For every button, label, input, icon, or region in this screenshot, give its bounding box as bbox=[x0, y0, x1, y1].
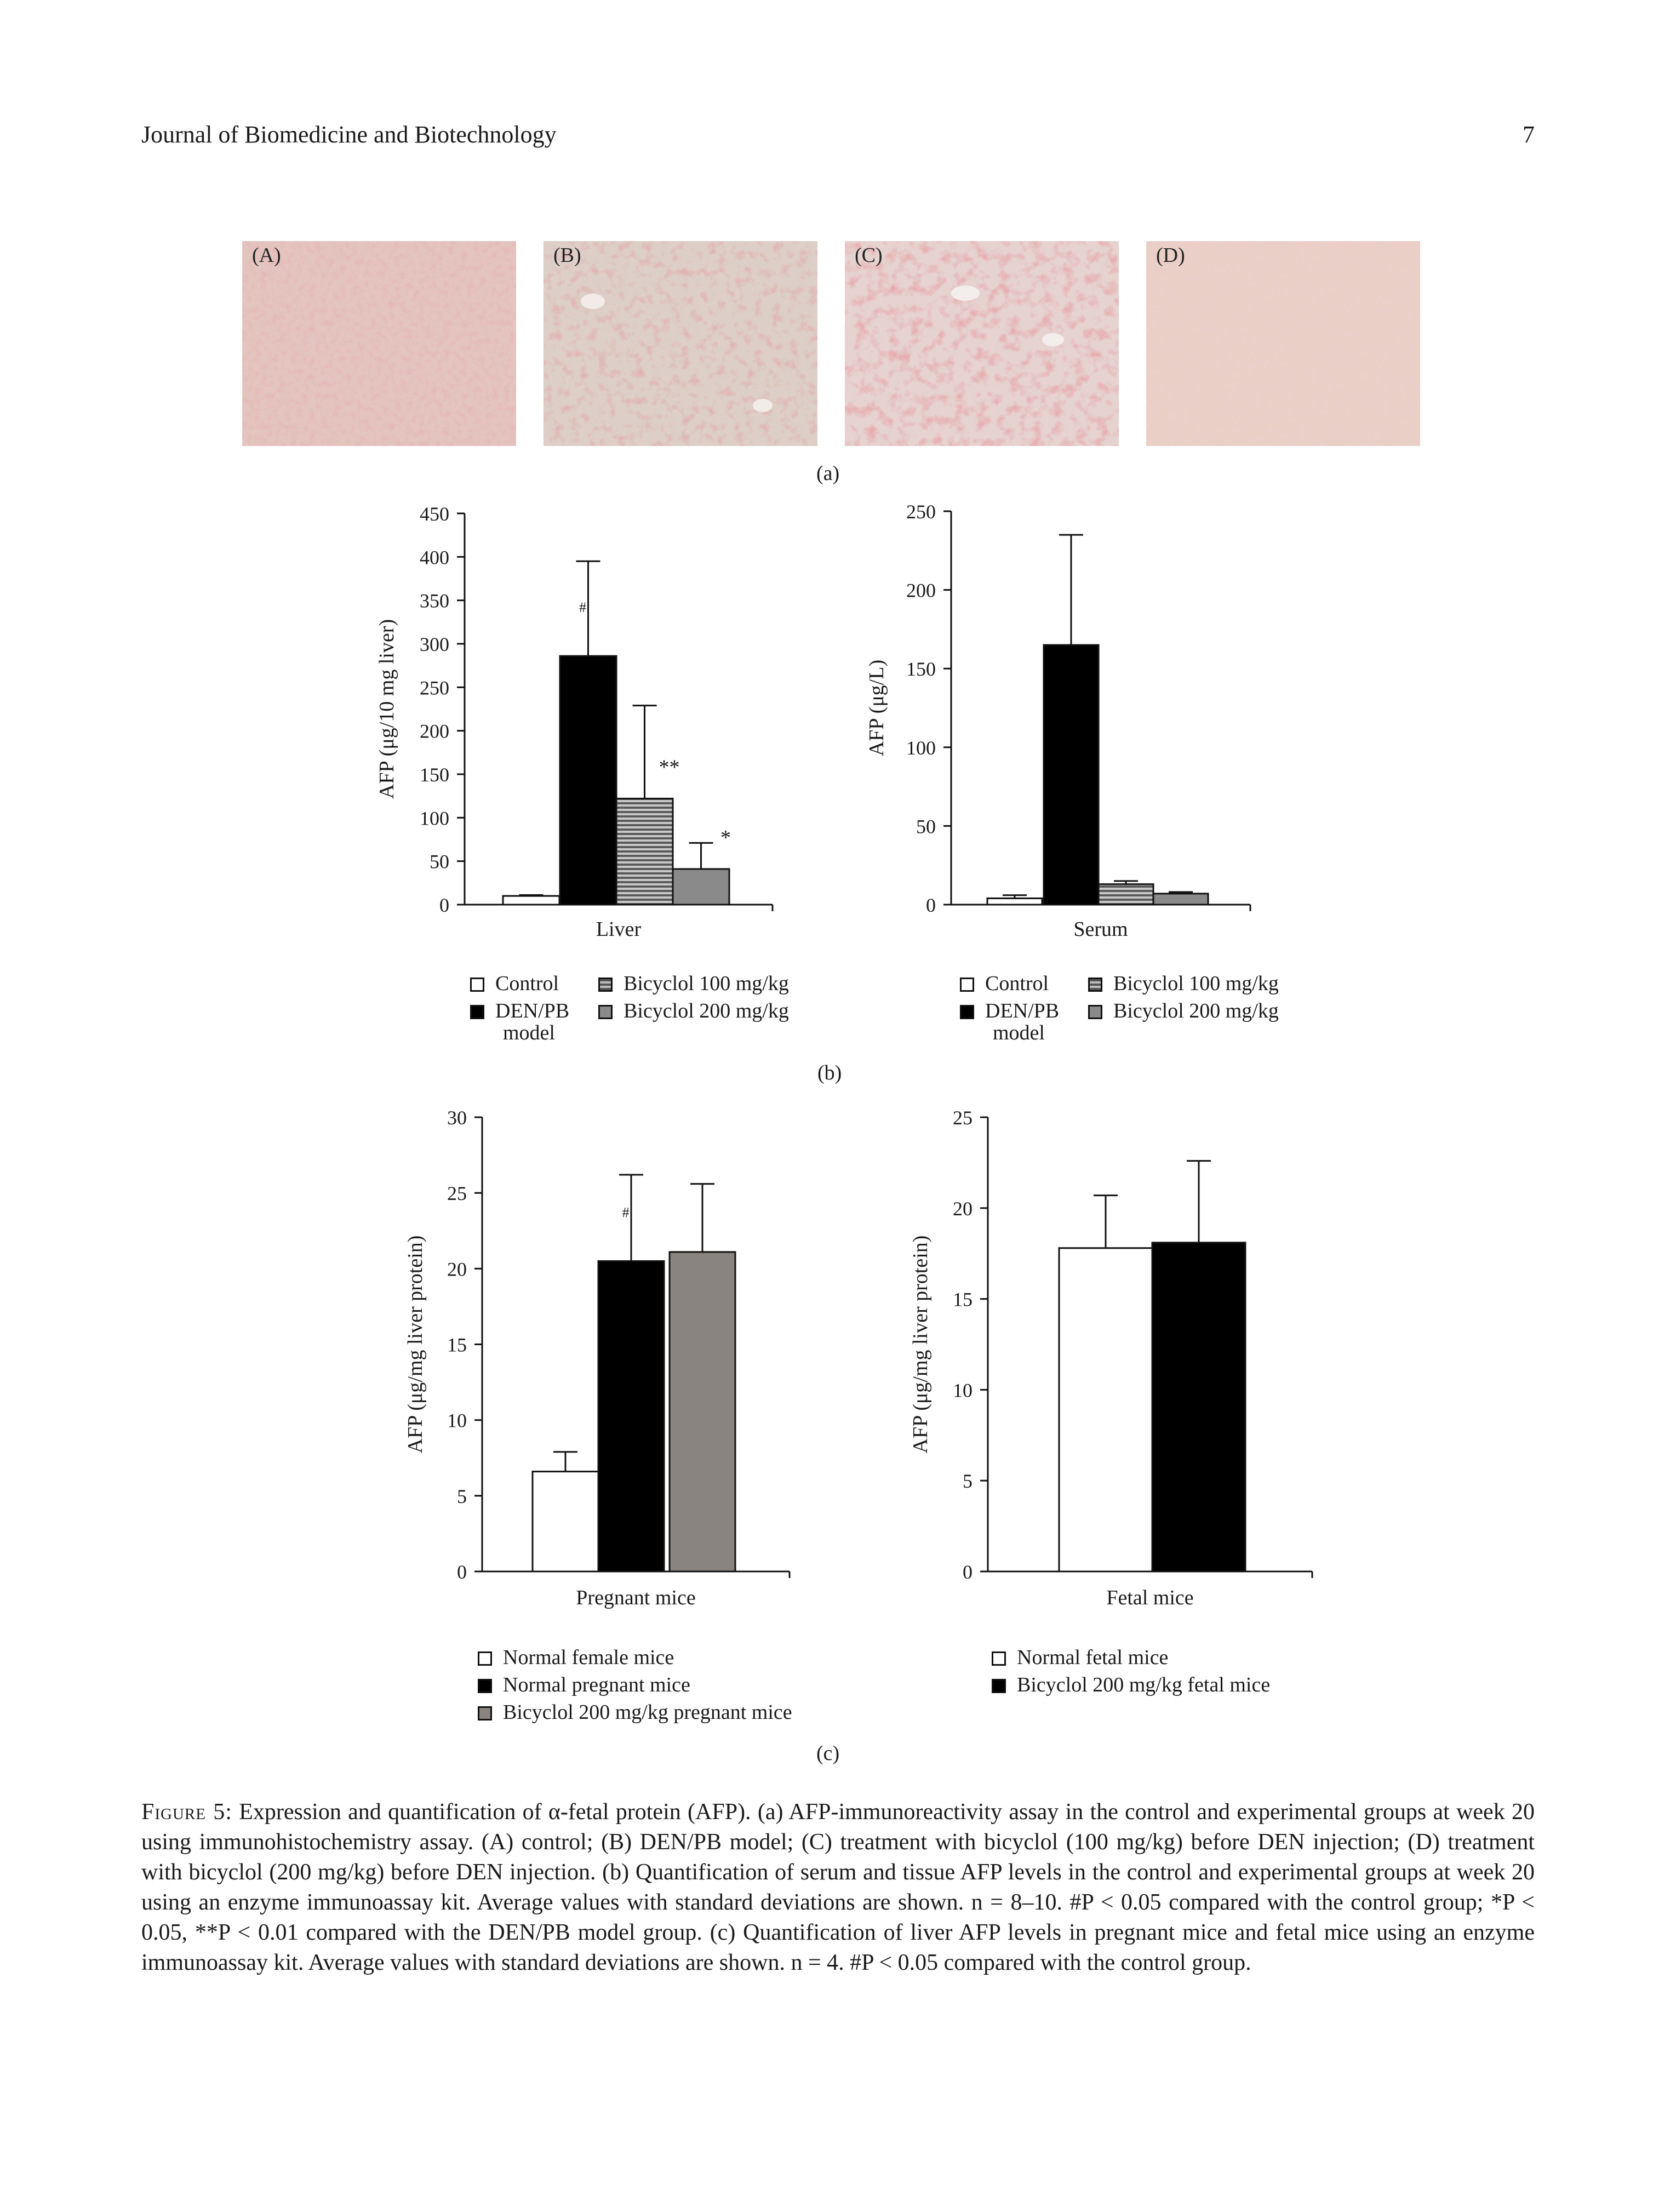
y-tick-label: 15 bbox=[953, 1288, 973, 1311]
panel-c-label: (c) bbox=[816, 1742, 840, 1765]
legend-label: Bicyclol 100 mg/kg bbox=[624, 972, 789, 995]
y-tick-label: 150 bbox=[906, 658, 936, 681]
legend-swatch bbox=[478, 1651, 492, 1666]
legend-item bbox=[992, 1671, 1270, 1699]
significance-marker: * bbox=[720, 826, 731, 849]
legend-label: model bbox=[993, 1021, 1045, 1044]
legend-label: Bicyclol 200 mg/kg pregnant mice bbox=[503, 1701, 792, 1724]
y-tick-label: 5 bbox=[963, 1470, 973, 1493]
y-axis-title: AFP (μg/mg liver protein) bbox=[404, 1235, 427, 1454]
legend-swatch bbox=[992, 1679, 1006, 1693]
legend-label: Normal pregnant mice bbox=[503, 1673, 690, 1696]
legend-swatch bbox=[992, 1651, 1006, 1666]
y-tick-label: 100 bbox=[906, 736, 936, 759]
y-tick-label: 25 bbox=[953, 1107, 973, 1129]
y-tick-label: 5 bbox=[457, 1485, 467, 1507]
y-tick-label: 0 bbox=[457, 1561, 467, 1583]
legend-swatch bbox=[478, 1679, 492, 1693]
y-tick-label: 400 bbox=[420, 546, 449, 569]
micrograph-c-label: (C) bbox=[855, 244, 883, 267]
legend-label: Normal female mice bbox=[503, 1646, 674, 1669]
significance-marker: ** bbox=[659, 756, 680, 779]
x-axis-title: Serum bbox=[1073, 918, 1128, 941]
y-tick-label: 20 bbox=[447, 1258, 467, 1281]
bar bbox=[1152, 1243, 1245, 1571]
x-axis-title: Pregnant mice bbox=[576, 1586, 696, 1609]
significance-marker: # bbox=[579, 599, 586, 616]
y-tick-label: 50 bbox=[916, 815, 936, 838]
y-tick-label: 450 bbox=[420, 503, 449, 525]
bar bbox=[1059, 1248, 1152, 1571]
y-tick-label: 15 bbox=[447, 1334, 467, 1356]
micrograph-b-label: (B) bbox=[553, 244, 581, 267]
legend-item bbox=[992, 1644, 1168, 1671]
y-tick-label: 150 bbox=[420, 764, 449, 786]
y-tick-label: 0 bbox=[926, 894, 936, 916]
figure-caption bbox=[141, 1797, 1535, 1978]
legend-label: Normal fetal mice bbox=[1017, 1646, 1169, 1669]
micrograph-a-label: (A) bbox=[252, 244, 281, 267]
significance-marker: # bbox=[622, 1204, 630, 1221]
y-tick-label: 100 bbox=[420, 807, 449, 830]
journal-title: Journal of Biomedicine and Biotechnology bbox=[141, 121, 557, 148]
legend-label: DEN/PB bbox=[985, 999, 1060, 1022]
y-tick-label: 200 bbox=[420, 720, 449, 742]
panel-a-label: (a) bbox=[816, 462, 840, 485]
legend-label: Control bbox=[495, 972, 559, 995]
x-axis-title: Liver bbox=[596, 918, 642, 941]
legend-label: Control bbox=[985, 972, 1049, 995]
y-tick-label: 0 bbox=[963, 1561, 973, 1583]
y-tick-label: 30 bbox=[447, 1107, 467, 1129]
y-tick-label: 250 bbox=[420, 677, 449, 699]
caption-lead: Figure 5: bbox=[141, 1799, 232, 1825]
legend-label: model bbox=[503, 1021, 555, 1044]
y-tick-label: 10 bbox=[447, 1409, 467, 1432]
y-tick-label: 350 bbox=[420, 590, 449, 612]
legend-item bbox=[478, 1644, 674, 1671]
micrograph-d-label: (D) bbox=[1156, 244, 1185, 267]
y-axis-title: AFP (μg/10 mg liver) bbox=[375, 619, 398, 799]
legend-label: DEN/PB bbox=[495, 999, 570, 1022]
page-number: 7 bbox=[1523, 121, 1535, 148]
y-tick-label: 200 bbox=[906, 579, 936, 602]
y-tick-label: 10 bbox=[953, 1379, 973, 1402]
panel-b-label: (b) bbox=[817, 1061, 842, 1084]
y-tick-label: 300 bbox=[420, 633, 449, 655]
legend-item bbox=[478, 1671, 690, 1699]
y-tick-label: 0 bbox=[439, 894, 449, 916]
legend-label: Bicyclol 200 mg/kg bbox=[1113, 999, 1279, 1022]
y-tick-label: 25 bbox=[447, 1182, 467, 1205]
legend-swatch bbox=[478, 1706, 492, 1721]
legend-label: Bicyclol 200 mg/kg fetal mice bbox=[1017, 1673, 1271, 1696]
y-tick-label: 20 bbox=[953, 1197, 973, 1220]
caption-text: Expression and quantification of α-fetal protein (AFP). (a) AFP-immunoreactivity assay in the control and experimental groups at week 20 using immunohistochemistry assay. (A) control; (B) DEN/PB model; (C) treatment with bicyclol (100 mg/kg) before DEN injection; (D) treatment with bicyclol (200 mg/kg) before DEN injection. (b) Quantification of serum and tissue AFP levels in the control and experimental groups at week 20 using an enzyme immunoassay kit. Average values with standard deviations are shown. n = 8–10. #P < 0.05 compared with the control group; *P < 0.05, **P < 0.01 compared with the DEN/PB model group. (c) Quantification of liver AFP levels in pregnant mice and fetal mice using an enzyme immunoassay kit. Average values with standard deviations are shown. n = 4. #P < 0.05 compared with the control group. bbox=[141, 1799, 1535, 1975]
legend-item bbox=[478, 1699, 792, 1726]
legend-label: Bicyclol 200 mg/kg bbox=[624, 999, 789, 1022]
x-axis-title: Fetal mice bbox=[1106, 1586, 1194, 1609]
y-tick-label: 50 bbox=[430, 850, 449, 873]
y-axis-title: AFP (μg/mg liver protein) bbox=[909, 1235, 932, 1454]
y-axis-title: AFP (μg/L) bbox=[865, 659, 888, 757]
y-tick-label: 250 bbox=[906, 501, 936, 523]
legend-label: Bicyclol 100 mg/kg bbox=[1113, 972, 1279, 995]
